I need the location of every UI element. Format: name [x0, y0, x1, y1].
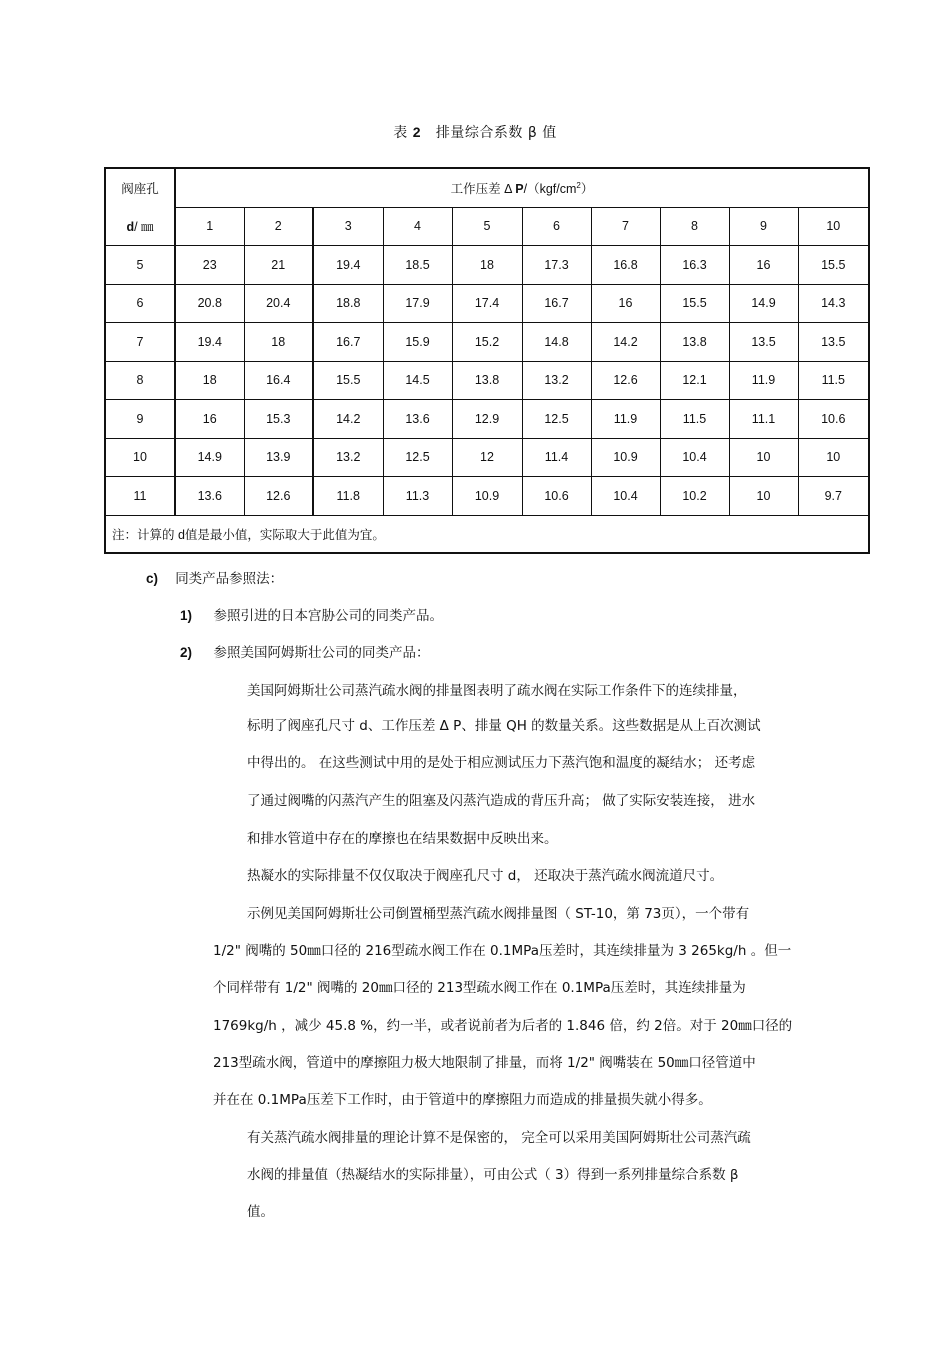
pressure-header: 4 — [383, 207, 452, 246]
beta-value-cell: 11.8 — [313, 477, 383, 516]
beta-value-cell: 14.8 — [522, 323, 591, 362]
beta-value-cell: 10 — [729, 438, 798, 477]
body-line: 和排水管道中存在的摩擦也在结果数据中反映出来。 — [247, 831, 558, 847]
table-row — [105, 246, 869, 285]
beta-value-cell: 13.5 — [729, 323, 798, 362]
diameter-cell: 10 — [105, 438, 175, 477]
pressure-header: 2 — [244, 207, 313, 246]
beta-value-cell: 10.4 — [660, 438, 729, 477]
body-line: 值。 — [247, 1204, 274, 1220]
beta-value-cell: 9.7 — [798, 477, 869, 516]
beta-value-cell: 16 — [175, 400, 244, 439]
pressure-header: 6 — [522, 207, 591, 246]
beta-value-cell: 18 — [244, 323, 313, 362]
table-row — [105, 477, 869, 516]
table-row — [105, 284, 869, 323]
pressure-header: 7 — [591, 207, 660, 246]
beta-value-cell: 12.9 — [452, 400, 522, 439]
table-note: 注：计算的 d值是最小值，实际取大于此值为宜。 — [105, 515, 869, 553]
body-line: 热凝水的实际排量不仅仅取决于阀座孔尺寸 d， 还取决于蒸汽疏水阀流道尺寸。 — [247, 868, 724, 884]
pressure-header-row — [105, 207, 869, 246]
pressure-header: 9 — [729, 207, 798, 246]
beta-value-cell: 10.6 — [798, 400, 869, 439]
diameter-cell: 5 — [105, 246, 175, 285]
beta-value-cell: 13.8 — [660, 323, 729, 362]
section-c: c) 同类产品参照法： — [146, 571, 284, 587]
beta-value-cell: 14.9 — [175, 438, 244, 477]
beta-value-cell: 13.8 — [452, 361, 522, 400]
beta-value-cell: 12.1 — [660, 361, 729, 400]
beta-value-cell: 14.3 — [798, 284, 869, 323]
beta-value-cell: 10.9 — [591, 438, 660, 477]
body-line: 美国阿姆斯壮公司蒸汽疏水阀的排量图表明了疏水阀在实际工作条件下的连续排量， — [247, 683, 747, 699]
body-line: 标明了阀座孔尺寸 d、工作压差 Δ P、排量 QH 的数量关系。这些数据是从上百次测试 — [247, 718, 761, 734]
beta-value-cell: 13.2 — [313, 438, 383, 477]
body-line: 了通过阀嘴的闪蒸汽产生的阻塞及闪蒸汽造成的背压升高； 做了实际安装连接， 进水 — [247, 793, 756, 809]
beta-value-cell: 12.6 — [244, 477, 313, 516]
beta-value-cell: 16 — [729, 246, 798, 285]
body-line: 有关蒸汽疏水阀排量的理论计算不是保密的， 完全可以采用美国阿姆斯壮公司蒸汽疏 — [247, 1130, 751, 1146]
beta-value-cell: 18.8 — [313, 284, 383, 323]
diameter-cell: 8 — [105, 361, 175, 400]
body-line: 示例见美国阿姆斯壮公司倒置桶型蒸汽疏水阀排量图（ ST-10，第 73页），一个带有 — [247, 906, 750, 922]
beta-value-cell: 20.8 — [175, 284, 244, 323]
beta-value-cell: 10.4 — [591, 477, 660, 516]
body-line: 中得出的。 在这些测试中用的是处于相应测试压力下蒸汽饱和温度的凝结水； 还考虑 — [247, 755, 756, 771]
beta-value-cell: 14.2 — [591, 323, 660, 362]
beta-value-cell: 16.3 — [660, 246, 729, 285]
beta-value-cell: 16 — [591, 284, 660, 323]
beta-value-cell: 13.6 — [383, 400, 452, 439]
table-row — [105, 323, 869, 362]
beta-value-cell: 16.7 — [313, 323, 383, 362]
beta-value-cell: 12.5 — [383, 438, 452, 477]
beta-value-cell: 13.6 — [175, 477, 244, 516]
beta-value-cell: 16.7 — [522, 284, 591, 323]
beta-value-cell: 19.4 — [175, 323, 244, 362]
beta-value-cell: 10.2 — [660, 477, 729, 516]
beta-value-cell: 11.1 — [729, 400, 798, 439]
beta-value-cell: 13.9 — [244, 438, 313, 477]
beta-value-cell: 12.5 — [522, 400, 591, 439]
list-item-1: 1) 参照引进的日本宫胁公司的同类产品。 — [180, 608, 443, 624]
beta-value-cell: 15.2 — [452, 323, 522, 362]
beta-table — [104, 167, 870, 554]
body-line: 1769kg/h ，减少 45.8 %，约一半，或者说前者为后者的 1.846 倍，约 2倍。对于 20㎜口径的 — [213, 1018, 793, 1034]
beta-value-cell: 18 — [452, 246, 522, 285]
beta-value-cell: 19.4 — [313, 246, 383, 285]
pressure-header: 10 — [798, 207, 869, 246]
diameter-cell: 9 — [105, 400, 175, 439]
pressure-group-header: 工作压差 Δ $P/(kgf/cm^2)$ — [175, 168, 869, 207]
beta-value-cell: 14.5 — [383, 361, 452, 400]
beta-value-cell: 20.4 — [244, 284, 313, 323]
beta-value-cell: 15.9 — [383, 323, 452, 362]
pressure-header: 1 — [175, 207, 244, 246]
beta-value-cell: 11.3 — [383, 477, 452, 516]
beta-value-cell: 14.2 — [313, 400, 383, 439]
diameter-cell: 7 — [105, 323, 175, 362]
beta-value-cell: 12.6 — [591, 361, 660, 400]
beta-value-cell: 11.9 — [729, 361, 798, 400]
body-line: 1/2" 阀嘴的 50㎜口径的 216型疏水阀工作在 0.1MPa压差时，其连续排量为 3 265kg/h 。但一 — [213, 943, 792, 959]
beta-value-cell: 11.4 — [522, 438, 591, 477]
table-caption: 表 2 排量综合系数 β 值 — [393, 124, 557, 141]
beta-value-cell: 18.5 — [383, 246, 452, 285]
beta-value-cell: 13.5 — [798, 323, 869, 362]
beta-value-cell: 10.6 — [522, 477, 591, 516]
beta-value-cell: 23 — [175, 246, 244, 285]
table-row — [105, 400, 869, 439]
beta-value-cell: 10 — [729, 477, 798, 516]
beta-value-cell: 17.4 — [452, 284, 522, 323]
beta-value-cell: 18 — [175, 361, 244, 400]
beta-value-cell: 16.4 — [244, 361, 313, 400]
beta-value-cell: 17.9 — [383, 284, 452, 323]
beta-value-cell: 14.9 — [729, 284, 798, 323]
beta-value-cell: 17.3 — [522, 246, 591, 285]
row-header-cell: 阀座孔 d/ ㎜ — [105, 168, 175, 246]
beta-value-cell: 15.5 — [660, 284, 729, 323]
body-line: 213型疏水阀，管道中的摩擦阻力极大地限制了排量，而将 1/2" 阀嘴装在 50㎜口径管道中 — [213, 1055, 756, 1071]
beta-value-cell: 13.2 — [522, 361, 591, 400]
body-line: 个同样带有 1/2" 阀嘴的 20㎜口径的 213型疏水阀工作在 0.1MPa压差时，其连续排量为 — [213, 980, 746, 996]
list-item-2: 2) 参照美国阿姆斯壮公司的同类产品： — [180, 645, 430, 661]
body-line: 并在在 0.1MPa压差下工作时，由于管道中的摩擦阻力而造成的排量损失就小得多。 — [213, 1092, 712, 1108]
beta-value-cell: 11.5 — [798, 361, 869, 400]
table-row — [105, 361, 869, 400]
beta-value-cell: 15.5 — [798, 246, 869, 285]
beta-value-cell: 11.9 — [591, 400, 660, 439]
beta-value-cell: 10 — [798, 438, 869, 477]
pressure-header: 8 — [660, 207, 729, 246]
beta-value-cell: 10.9 — [452, 477, 522, 516]
beta-value-cell: 11.5 — [660, 400, 729, 439]
beta-value-cell: 15.5 — [313, 361, 383, 400]
body-line: 水阀的排量值（热凝结水的实际排量），可由公式（ 3）得到一系列排量综合系数 β — [247, 1167, 739, 1183]
beta-value-cell: 12 — [452, 438, 522, 477]
diameter-cell: 11 — [105, 477, 175, 516]
pressure-header: 5 — [452, 207, 522, 246]
beta-value-cell: 21 — [244, 246, 313, 285]
beta-value-cell: 16.8 — [591, 246, 660, 285]
beta-value-cell: 15.3 — [244, 400, 313, 439]
table-row — [105, 438, 869, 477]
pressure-header: 3 — [313, 207, 383, 246]
diameter-cell: 6 — [105, 284, 175, 323]
